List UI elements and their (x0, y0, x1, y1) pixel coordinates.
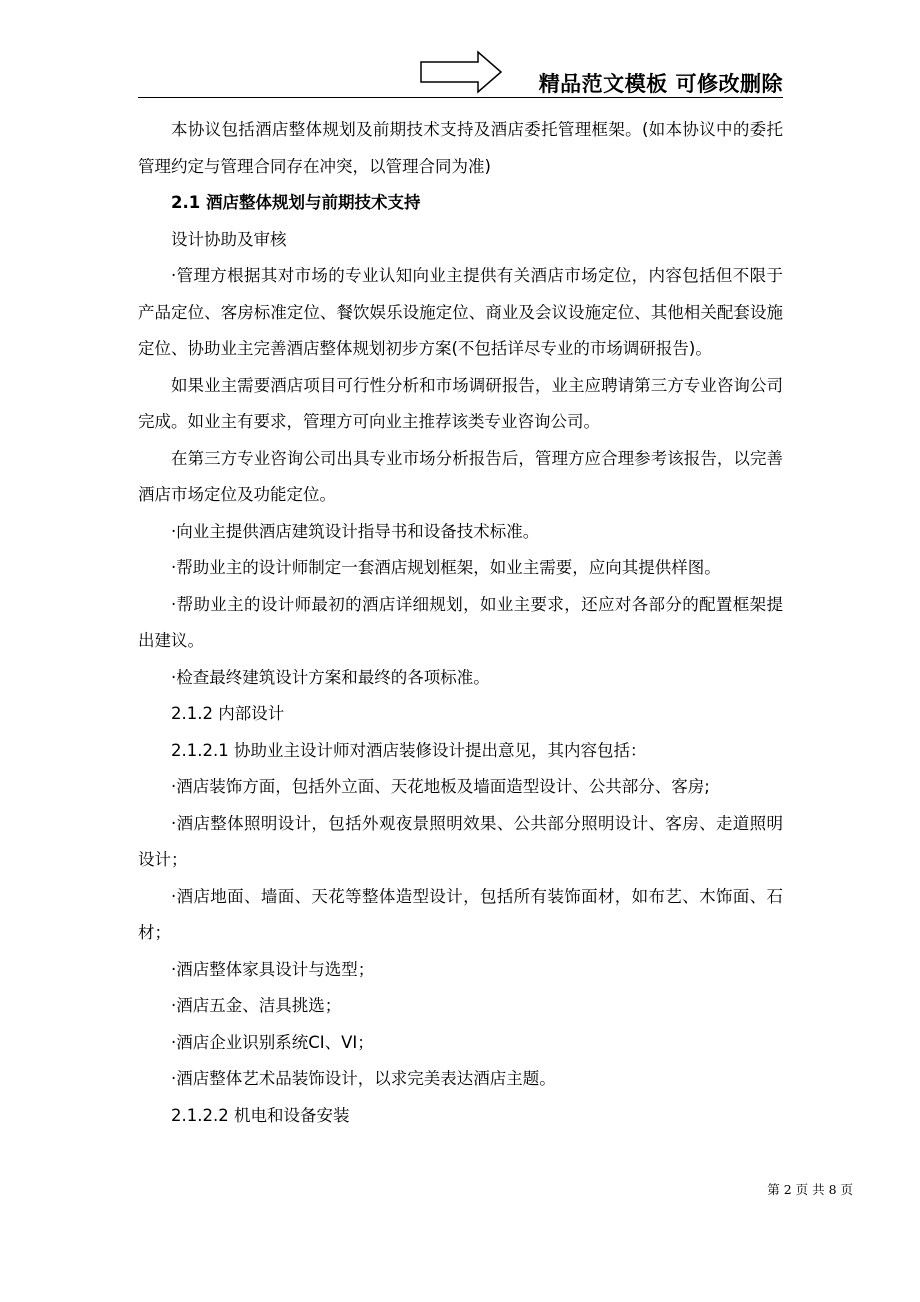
paragraph: ·酒店五金、洁具挑选； (171, 996, 342, 1015)
paragraph: 如果业主需要酒店项目可行性分析和市场调研报告，业主应聘请第三方专业咨询公司完成。如业主有要求，管理方可向业主推荐该类专业咨询公司。 (138, 375, 783, 431)
paragraph: ·帮助业主的设计师制定一套酒店规划框架，如业主需要，应向其提供样图。 (171, 558, 721, 577)
paragraph: ·向业主提供酒店建筑设计指导书和设备技术标准。 (171, 521, 540, 541)
paragraph: ·酒店整体艺术品装饰设计，以求完美表达酒店主题。 (171, 1069, 556, 1088)
section-heading: 2.1 酒店整体规划与前期技术支持 (171, 193, 421, 212)
paragraph: ·酒店整体照明设计，包括外观夜景照明效果、公共部分照明设计、客房、走道照明设计； (138, 813, 783, 869)
header-rule (138, 97, 783, 98)
paragraph: ·酒店整体家具设计与选型； (171, 959, 375, 979)
arrow-right-icon (420, 50, 502, 94)
paragraph: ·酒店装饰方面，包括外立面、天花地板及墙面造型设计、公共部分、客房; (171, 777, 710, 796)
paragraph: 2.1.2.2 机电和设备安装 (171, 1105, 350, 1125)
page-header (138, 50, 783, 98)
page-number: 第 2 页 共 8 页 (767, 1182, 853, 1197)
paragraph: 设计协助及审核 (171, 229, 287, 249)
header-title: 精品范文模板 可修改删除 (538, 72, 783, 96)
paragraph: 2.1.2.1 协助业主设计师对酒店装修设计提出意见，其内容包括： (171, 740, 647, 760)
paragraph: 本协议包括酒店整体规划及前期技术支持及酒店委托管理框架。(如本协议中的委托管理约定与管理合同存在冲突，以管理合同为准) (138, 120, 783, 176)
paragraph: ·酒店企业识别系统CI、VI； (171, 1032, 374, 1052)
paragraph: ·酒店地面、墙面、天花等整体造型设计，包括所有装饰面材，如布艺、木饰面、石材； (138, 886, 783, 942)
paragraph: ·帮助业主的设计师最初的酒店详细规划，如业主要求，还应对各部分的配置框架提出建议。 (138, 594, 783, 650)
paragraph: ·管理方根据其对市场的专业认知向业主提供有关酒店市场定位，内容包括但不限于产品定位、客房标准定位、餐饮娱乐设施定位、商业及会议设施定位、其他相关配套设施定位、协助业主完善酒店整体规划初步方案(不包括详尽专业的市场调研报告)。 (138, 266, 783, 358)
paragraph: 2.1.2 内部设计 (171, 704, 285, 723)
document-body (138, 112, 783, 1134)
paragraph: ·检查最终建筑设计方案和最终的各项标准。 (171, 667, 490, 687)
paragraph: 在第三方专业咨询公司出具专业市场分析报告后，管理方应合理参考该报告，以完善酒店市场定位及功能定位。 (138, 448, 783, 504)
